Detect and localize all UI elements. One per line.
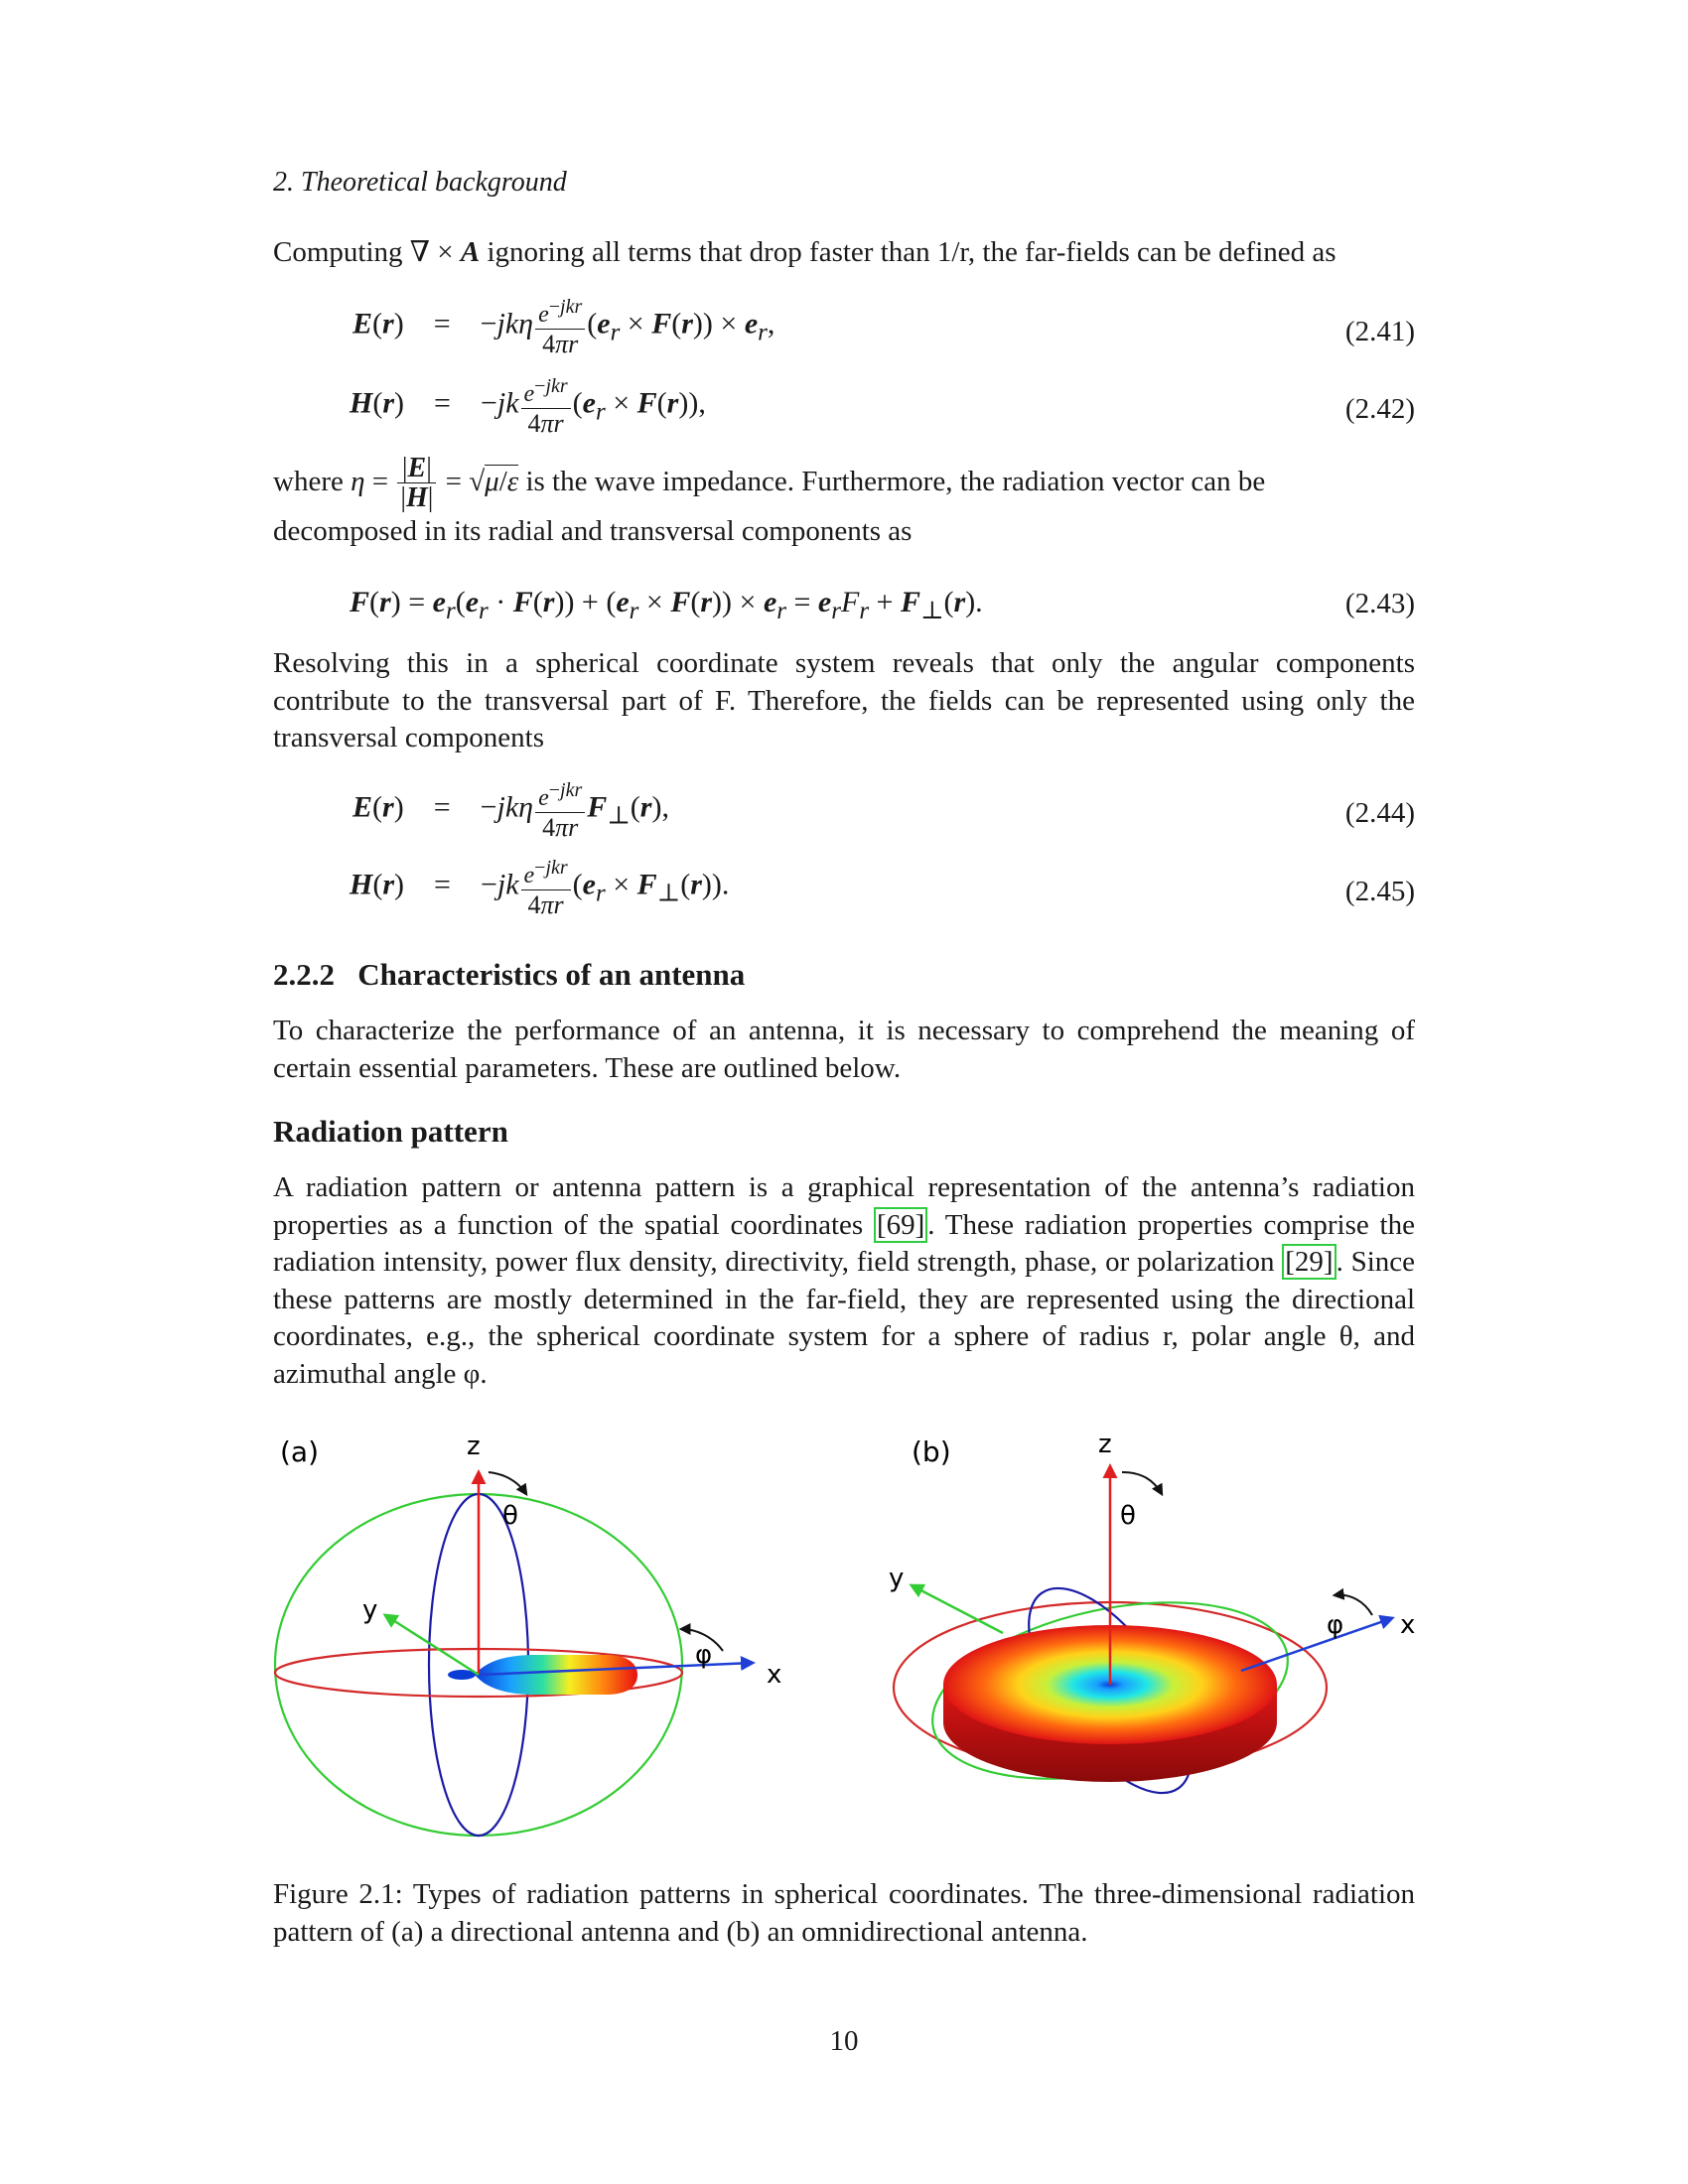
- curl-math: ∇ × A: [409, 236, 481, 268]
- page-number: 10: [829, 2025, 859, 2057]
- eq-number-2-41: (2.41): [1344, 316, 1415, 347]
- x-label-b: x: [1400, 1610, 1416, 1640]
- figure-caption: Figure 2.1: Types of radiation patterns in spherical coordinates. The three-dimensional radiation pattern of (a) a directional antenna and (b) an omnidirectional antenna.: [273, 1878, 1415, 1948]
- phi-label-a: φ: [695, 1640, 713, 1670]
- where-mid: is the wave impedance. Furthermore, the radiation vector can be: [518, 466, 1266, 498]
- citation-29[interactable]: [29]: [1282, 1244, 1336, 1280]
- where-lead: where: [273, 466, 352, 498]
- y-label-b: y: [889, 1564, 905, 1593]
- rp-text-1: A radiation pattern or antenna pattern is a graphical representation of the antenna’s radiation properties as a function of the spatial coordinates: [273, 1171, 1415, 1241]
- y-axis-b: [912, 1585, 1003, 1633]
- theta-arrow-a: [489, 1472, 526, 1494]
- equation-2-45: H(r) = −jk $\frac{e^{-jkr}}{4\pi r}$ $(e_r \times F_\perp(r))$.: [350, 854, 729, 920]
- intro-text-before: Computing: [273, 236, 410, 268]
- radiation-pattern-figure: [268, 1425, 1420, 1851]
- panel-b: [889, 1430, 1415, 1819]
- x-label-a: x: [767, 1660, 782, 1690]
- y-label-a: y: [362, 1595, 378, 1625]
- eq-number-2-42: (2.42): [1344, 393, 1415, 425]
- where-cont: decomposed in its radial and transversal components as: [273, 515, 913, 547]
- panel-a: [275, 1432, 781, 1836]
- equation-2-44: E(r) = −jkη $\frac{e^{-jkr}}{4\pi r}$ $F_\perp(r)$,: [352, 776, 669, 843]
- equation-2-43: $F(r) = e_r(e_r \cdot F(r)) + (e_r \times F(r)) \times e_r = e_rF_r + F_\perp(r)$.: [350, 586, 983, 624]
- phi-label-b: φ: [1327, 1610, 1344, 1640]
- panel-b-label: (b): [912, 1435, 951, 1468]
- equation-2-42: H(r) = −jk $\frac{e^{-jkr}}{4\pi r}$ $(e_r \times F(r))$,: [350, 372, 706, 439]
- section-heading: [273, 957, 745, 993]
- theta-label-a: θ: [502, 1501, 518, 1531]
- panel-a-label: (a): [280, 1435, 320, 1468]
- theta-arrow-b: [1122, 1472, 1162, 1494]
- theta-label-b: θ: [1120, 1501, 1136, 1531]
- where-paragraph: where η = $\frac{|E|}{|H|}$ = √μ/ε is the wave impedance. Furthermore, the radiation vector can be decomposed in its radial and transversal components as: [273, 453, 1266, 547]
- eq-number-2-44: (2.44): [1344, 797, 1415, 829]
- running-header: 2. Theoretical background: [273, 167, 567, 198]
- citation-69[interactable]: [69]: [874, 1207, 927, 1243]
- intro-text-after: ignoring all terms that drop faster than 1/r, the far-fields can be defined as: [480, 236, 1336, 268]
- y-axis-a: [385, 1615, 479, 1675]
- eq-number-2-43: (2.43): [1344, 588, 1415, 619]
- section-paragraph: To characterize the performance of an antenna, it is necessary to comprehend the meaning of certain essential parameters. These are outlined below.: [273, 1015, 1415, 1084]
- eq-number-2-45: (2.45): [1344, 876, 1415, 907]
- rp-text-3: . Since these patterns are mostly determined in the far-field, they are represented using the directional coordinates, e.g., the spherical coordinate system for a sphere of radius r, polar angle θ, and azimuthal angle φ.: [273, 1246, 1415, 1390]
- rp-text-2: . These radiation properties comprise the radiation intensity, power flux density, directivity, field strength, phase, or polarization: [273, 1208, 1415, 1278]
- intro-paragraph: [273, 234, 1415, 272]
- resolve-paragraph: Resolving this in a spherical coordinate system reveals that only the angular components contribute to the transversal part of F. Therefore, the fields can be represented using only the transversal components: [273, 647, 1415, 753]
- z-label-a: z: [467, 1432, 481, 1461]
- subsection-heading: Radiation pattern: [273, 1114, 508, 1149]
- z-label-b: z: [1098, 1430, 1112, 1459]
- equation-2-41: E(r) = −jkη $\frac{e^{-jkr}}{4\pi r}$ $(e_r \times F(r)) \times e_r$,: [352, 293, 774, 359]
- radiation-pattern-paragraph: [273, 1169, 1415, 1393]
- section-number: 2.2.2: [273, 957, 335, 992]
- section-title: Characteristics of an antenna: [357, 957, 746, 992]
